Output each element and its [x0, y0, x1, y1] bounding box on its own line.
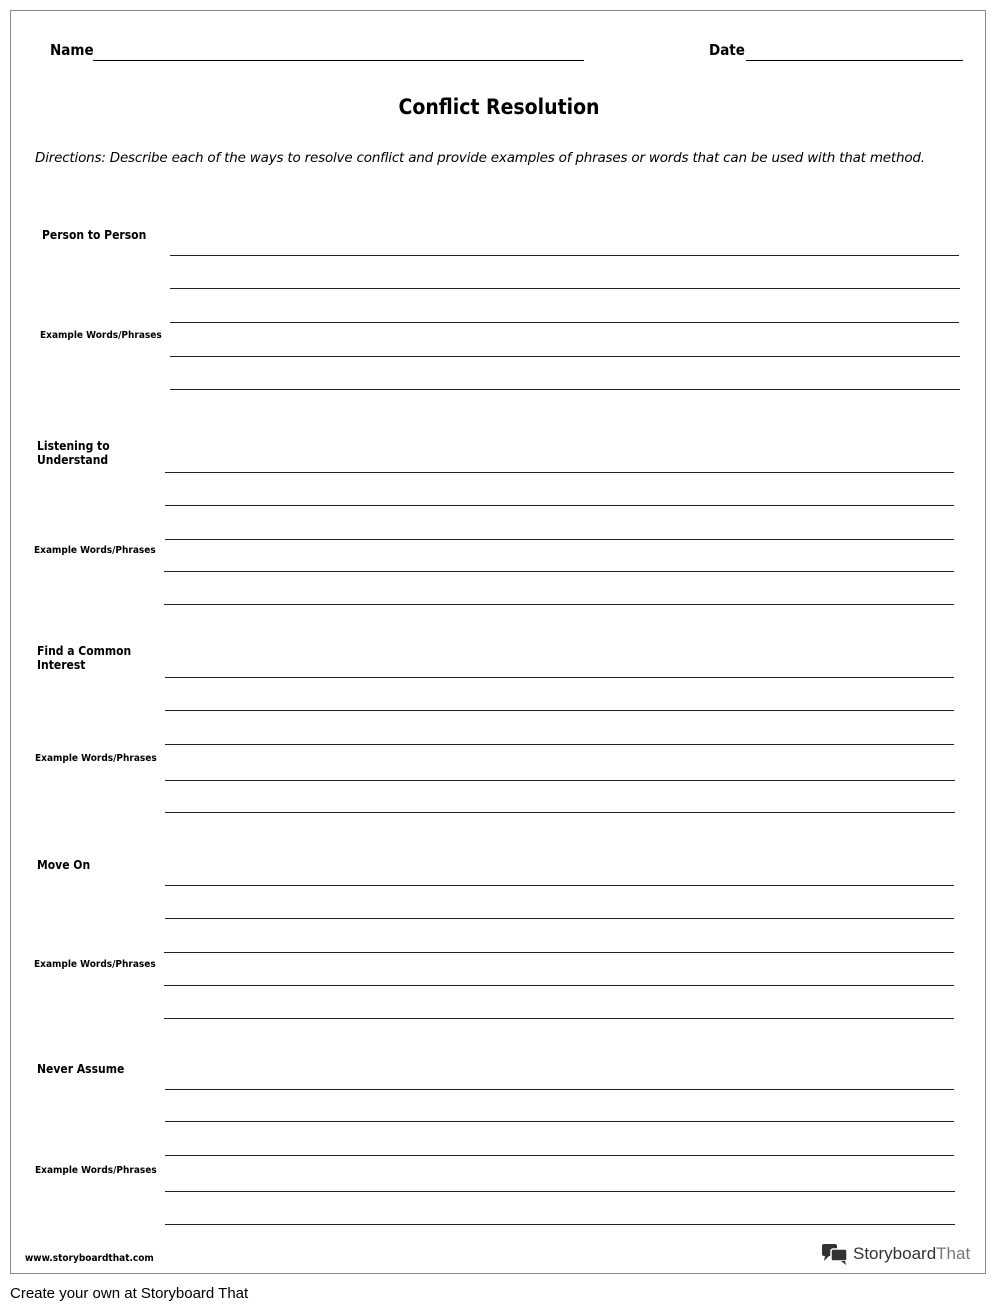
- writing-line[interactable]: [165, 1224, 955, 1225]
- writing-line[interactable]: [165, 918, 954, 919]
- example-label: Example Words/Phrases: [35, 753, 157, 764]
- writing-line[interactable]: [165, 1191, 955, 1192]
- storyboardthat-logo: [821, 1241, 970, 1267]
- writing-line[interactable]: [170, 322, 959, 323]
- section-label-line: Interest: [37, 658, 86, 672]
- writing-line[interactable]: [165, 539, 954, 540]
- writing-line[interactable]: [165, 677, 954, 678]
- website-url: www.storyboardthat.com: [25, 1253, 154, 1264]
- section-label-line: Listening to: [37, 439, 110, 453]
- writing-line[interactable]: [165, 744, 954, 745]
- writing-line[interactable]: [170, 356, 960, 357]
- section-label-person-to-person: Person to Person: [42, 228, 147, 242]
- writing-line[interactable]: [164, 604, 954, 605]
- writing-line[interactable]: [165, 1121, 954, 1122]
- writing-line[interactable]: [165, 812, 955, 813]
- worksheet-title: Conflict Resolution: [398, 95, 600, 119]
- writing-line[interactable]: [164, 985, 954, 986]
- date-label: Date: [709, 41, 745, 59]
- directions-text: Directions: Describe each of the ways to resolve conflict and provide examples of phrases or words that can be used with that method.: [35, 150, 925, 166]
- worksheet-page: [10, 10, 986, 1274]
- logo-text: [853, 1244, 970, 1264]
- speech-bubbles-icon: [821, 1242, 849, 1266]
- writing-line[interactable]: [165, 1089, 954, 1090]
- section-label-line: Understand: [37, 453, 109, 467]
- logo-text-light: That: [936, 1244, 971, 1263]
- writing-line[interactable]: [165, 472, 954, 473]
- writing-line[interactable]: [170, 389, 960, 390]
- writing-line[interactable]: [165, 780, 955, 781]
- example-label: Example Words/Phrases: [35, 1165, 157, 1176]
- name-field[interactable]: [93, 60, 584, 61]
- example-label: Example Words/Phrases: [34, 545, 156, 556]
- writing-line[interactable]: [164, 1018, 954, 1019]
- example-label: Example Words/Phrases: [34, 959, 156, 970]
- writing-line[interactable]: [165, 885, 954, 886]
- writing-line[interactable]: [164, 952, 954, 953]
- section-label-move-on: Move On: [37, 858, 91, 872]
- writing-line[interactable]: [164, 571, 954, 572]
- create-your-own-link[interactable]: Create your own at Storyboard That: [10, 1285, 249, 1302]
- section-label-common-interest: [37, 644, 131, 672]
- date-field[interactable]: [746, 60, 963, 61]
- writing-line[interactable]: [170, 288, 960, 289]
- writing-line[interactable]: [165, 505, 954, 506]
- section-label-never-assume: Never Assume: [37, 1062, 125, 1076]
- writing-line[interactable]: [170, 255, 959, 256]
- section-label-line: Find a Common: [37, 644, 132, 658]
- name-label: Name: [50, 41, 94, 59]
- section-label-listening: [37, 439, 110, 467]
- logo-text-dark: Storyboard: [853, 1244, 937, 1263]
- writing-line[interactable]: [165, 710, 954, 711]
- example-label: Example Words/Phrases: [40, 330, 162, 341]
- writing-line[interactable]: [165, 1155, 954, 1156]
